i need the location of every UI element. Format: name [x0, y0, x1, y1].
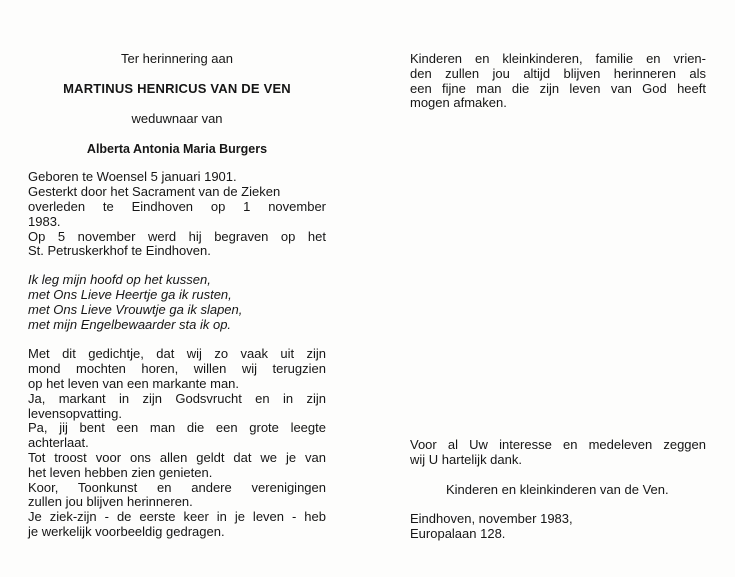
- poem-line: Ik leg mijn hoofd op het kussen,: [28, 272, 211, 288]
- tribute-line: Koor, Toonkunst en andere verenigingen: [28, 479, 326, 495]
- remembrance-line: den zullen jou altijd blijven herinneren als: [410, 65, 706, 81]
- bio-line: 1983.: [28, 213, 61, 229]
- remembrance-line: Kinderen en kleinkinderen, familie en vrien-: [410, 51, 706, 66]
- left-column: [28, 52, 326, 540]
- tribute-line: Pa, jij bent een man die een grote leegte: [28, 420, 326, 436]
- tribute-line: achterlaat.: [28, 435, 89, 451]
- bio-line: Geboren te Woensel 5 januari 1901.: [28, 169, 237, 185]
- tribute-line: Je ziek-zijn - de eerste keer in je leven - heb: [28, 509, 326, 525]
- poem-line: met Ons Lieve Vrouwtje ga ik slapen,: [28, 301, 243, 317]
- spouse-name: Alberta Antonia Maria Burgers: [86, 141, 268, 156]
- address-line: Eindhoven, november 1983,: [410, 511, 573, 527]
- poem-line: met Ons Lieve Heertje ga ik rusten,: [28, 286, 232, 302]
- tribute-line: Ja, markant in zijn Godsvrucht en in zijn: [28, 390, 326, 406]
- tribute-line: Tot troost voor ons allen geldt dat we je van: [28, 449, 326, 465]
- family-signature: Kinderen en kleinkinderen van de Ven.: [446, 481, 669, 497]
- tribute-line: je werkelijk voorbeeldig gedragen.: [28, 523, 225, 539]
- tribute-line: het leven hebben zien genieten.: [28, 464, 213, 480]
- poem-block: [28, 273, 326, 332]
- bio-line: St. Petruskerkhof te Eindhoven.: [28, 243, 211, 259]
- tribute-line: op het leven van een markante man.: [28, 375, 240, 391]
- remembrance-line: een fijne man die zijn leven van God heeft: [410, 80, 706, 96]
- tribute-line: mond mochten horen, willen wij terugzien: [28, 361, 326, 377]
- tribute-line: Met dit gedichtje, dat wij zo vaak uit zijn: [28, 346, 326, 362]
- thanks-block: [410, 438, 706, 468]
- bio-line: Gesterkt door het Sacrament van de Zieken: [28, 184, 281, 200]
- bio-block: [28, 170, 326, 259]
- poem-line: met mijn Engelbewaarder sta ik op.: [28, 316, 232, 332]
- tribute-line: zullen jou blijven herinneren.: [28, 494, 193, 510]
- address-line: Europalaan 128.: [410, 526, 506, 542]
- tribute-line: levensopvatting.: [28, 405, 122, 421]
- intro-line: Ter herinnering aan: [120, 51, 234, 66]
- deceased-name: MARTINUS HENRICUS VAN DE VEN: [63, 81, 291, 96]
- right-column: [410, 52, 706, 111]
- thanks-line: Voor al Uw interesse en medeleven zeggen: [410, 437, 706, 452]
- remembrance-line: mogen afmaken.: [410, 95, 507, 111]
- right-column-bottom: [410, 438, 706, 542]
- remembrance-block: [410, 52, 706, 111]
- relation-line: weduwnaar van: [131, 110, 223, 126]
- bio-line: Op 5 november werd hij begraven op het: [28, 228, 326, 244]
- tribute-block: [28, 347, 326, 539]
- thanks-line: wij U hartelijk dank.: [410, 451, 522, 467]
- bio-line: overleden te Eindhoven op 1 november: [28, 198, 326, 214]
- address-block: [410, 512, 706, 542]
